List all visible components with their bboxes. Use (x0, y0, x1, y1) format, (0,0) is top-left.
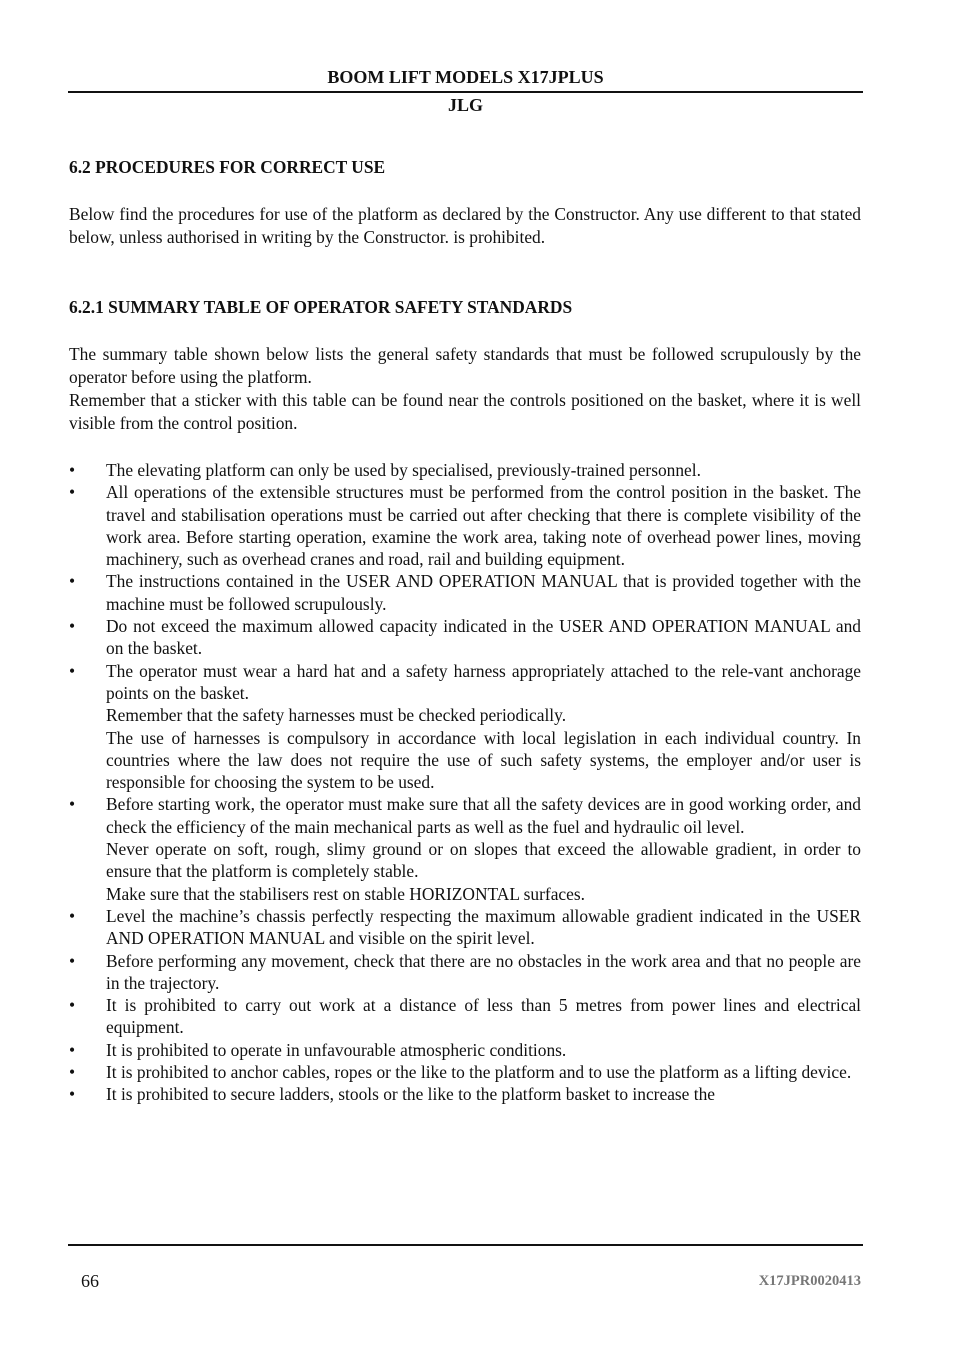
bullet-marker: • (69, 995, 76, 1016)
bullet-marker: • (69, 660, 76, 681)
bullet-marker: • (69, 1039, 76, 1060)
safety-rule-item (69, 481, 861, 570)
page-body (69, 156, 861, 1106)
bullet-marker: • (69, 905, 76, 926)
subsection-paragraph: The summary table shown below lists the general safety standards that must be followed scrupulously by the operator before using the platform. (69, 344, 861, 387)
rule-text: It is prohibited to carry out work at a distance of less than 5 metres from power lines and electrical equipment. (106, 995, 861, 1038)
safety-rule-item (69, 660, 861, 794)
header-title: BOOM LIFT MODELS X17JPLUS (327, 67, 604, 87)
bullet-marker: • (69, 1062, 76, 1083)
rule-text: All operations of the extensible structures must be performed from the control position in the basket. The travel and stabilisation operations must be carried out after checking that there is complete visibility of the work area. Before starting operation, examine the work area, taking note of overhead power lines, moving machinery, such as overhead cranes and road, rail and building equipment. (106, 482, 861, 570)
safety-rule-item (69, 459, 861, 481)
header-divider (68, 91, 863, 93)
rule-text: The use of harnesses is compulsory in accordance with local legislation in each individual country. In countries where the law does not require the use of such safety systems, the employer and/or user is responsible for choosing the system to be used. (106, 727, 861, 793)
bullet-marker: • (69, 1084, 76, 1105)
bullet-marker: • (69, 482, 76, 503)
rule-text: The elevating platform can only be used by specialised, previously-trained personnel. (106, 460, 701, 480)
bullet-marker: • (69, 616, 76, 637)
safety-rule-item (69, 615, 861, 660)
safety-rule-item (69, 1083, 861, 1105)
rule-text: Remember that the safety harnesses must be checked periodically. (106, 705, 567, 726)
section-intro: Below find the procedures for use of the platform as declared by the Constructor. Any use different to that stated below, unless authorised in writing by the Constructor. is prohibited. (69, 204, 861, 247)
rule-text: It is prohibited to secure ladders, stools or the like to the platform basket to increase the (106, 1084, 715, 1105)
bullet-marker: • (69, 950, 76, 971)
page-number: 66 (81, 1271, 99, 1291)
subsection-paragraph: Remember that a sticker with this table can be found near the controls positioned on the basket, where it is well visible from the control position. (69, 390, 861, 433)
rule-text: Make sure that the stabilisers rest on stable HORIZONTAL surfaces. (106, 883, 585, 904)
safety-rule-item (69, 570, 861, 615)
section-heading: 6.2 PROCEDURES FOR CORRECT USE (69, 157, 386, 177)
safety-rule-item (69, 905, 861, 950)
safety-rule-item (69, 994, 861, 1039)
rule-text: Never operate on soft, rough, slimy ground or on slopes that exceed the allowable gradient, in order to ensure that the platform is completely stable. (106, 839, 861, 882)
rule-text: Level the machine’s chassis perfectly respecting the maximum allowable gradient indicated in the USER AND OPERATION MANUAL and visible on the spirit level. (106, 905, 861, 949)
rule-text: It is prohibited to anchor cables, ropes or the like to the platform and to use the platform as a lifting device. (106, 1062, 852, 1083)
rule-text: The operator must wear a hard hat and a safety harness appropriately attached to the rele-vant anchorage points on the basket. (106, 660, 861, 703)
rule-text: Before starting work, the operator must make sure that all the safety devices are in good working order, and check the efficiency of the main mechanical parts as well as the fuel and hydraulic oil level. (106, 794, 861, 837)
rule-text: The instructions contained in the USER AND OPERATION MANUAL that is provided together with the machine must be followed scrupulously. (106, 571, 861, 614)
safety-rule-item (69, 1039, 861, 1061)
safety-rule-item (69, 793, 861, 904)
bullet-marker: • (69, 571, 76, 592)
bullet-marker: • (69, 794, 76, 815)
document-code: X17JPR0020413 (758, 1273, 861, 1289)
safety-rules-list (69, 459, 861, 1106)
safety-rule-item (69, 1061, 861, 1083)
safety-rule-item (69, 950, 861, 995)
footer-divider (68, 1244, 863, 1246)
rule-text: Do not exceed the maximum allowed capacity indicated in the USER AND OPERATION MANUAL and on the basket. (106, 616, 861, 659)
rule-text: Before performing any movement, check that there are no obstacles in the work area and that no people are in the trajectory. (106, 950, 861, 993)
rule-text: It is prohibited to operate in unfavourable atmospheric conditions. (106, 1039, 567, 1060)
bullet-marker: • (69, 460, 76, 480)
subsection-heading: 6.2.1 SUMMARY TABLE OF OPERATOR SAFETY STANDARDS (69, 297, 573, 317)
header-brand: JLG (447, 95, 483, 115)
